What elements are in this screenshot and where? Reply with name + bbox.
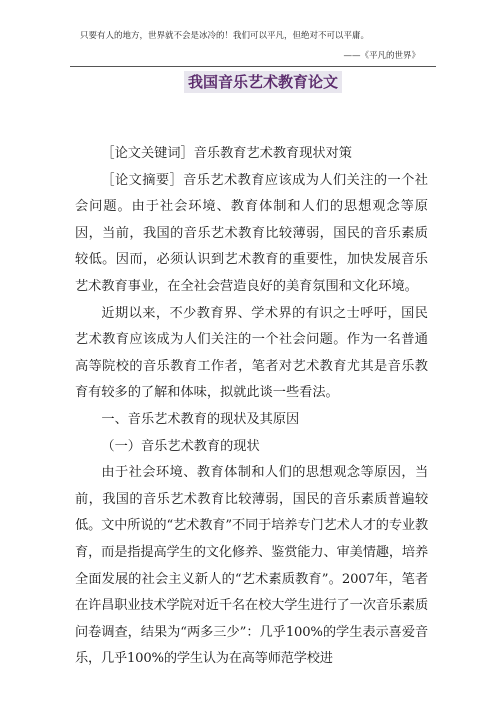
subsection-heading: （一）音乐艺术教育的现状	[101, 438, 260, 454]
abstract-paragraph: ［论文摘要］音乐艺术教育应该成为人们关注的一个社会问题。由于社会环境、教育体制和人们的思想观念等原因，当前，我国的音乐艺术教育比较薄弱，国民的音乐素质较低。因而，必须认识到艺术教育的重要性，加快发展音乐艺术教育事业，在全社会营造良好的美育氛围和文化环境。	[75, 172, 428, 294]
header-attribution: ——《平凡的世界》	[343, 51, 420, 61]
header-quote: 只要有人的地方，世界就不会是冰冷的！我们可以平凡，但绝对不可以平庸。	[80, 31, 370, 41]
keywords-paragraph: ［论文关键词］音乐教育艺术教育现状对策	[101, 146, 352, 161]
intro-paragraph: 近期以来，不少教育界、学术界的有识之士呼吁，国民艺术教育应该成为人们关注的一个社会问题。作为一名普通高等院校的音乐教育工作者，笔者对艺术教育尤其是音乐教育有较多的了解和体味，拟就此谈一些看法。	[75, 305, 428, 401]
document-title: 我国音乐艺术教育论文	[184, 71, 342, 93]
section-heading: 一、音乐艺术教育的现状及其原因	[101, 411, 300, 427]
document-body	[75, 141, 428, 673]
header-divider	[70, 66, 436, 67]
body-paragraph: 由于社会环境、教育体制和人们的思想观念等原因，当前，我国的音乐艺术教育比较薄弱，国民的音乐素质普遍较低。文中所说的“艺术教育”不同于培养专门艺术人才的专业教育，而是指提高学生的文化修养、鉴赏能力、审美情趣，培养全面发展的社会主义新人的“艺术素质教育”。2007年，笔者在许昌职业技术学院对近千名在校大学生进行了一次音乐素质问卷调查，结果为“两多三少”：几乎100%的学生表示喜爱音乐，几乎100%的学生认为在高等师范学校进	[75, 465, 428, 667]
